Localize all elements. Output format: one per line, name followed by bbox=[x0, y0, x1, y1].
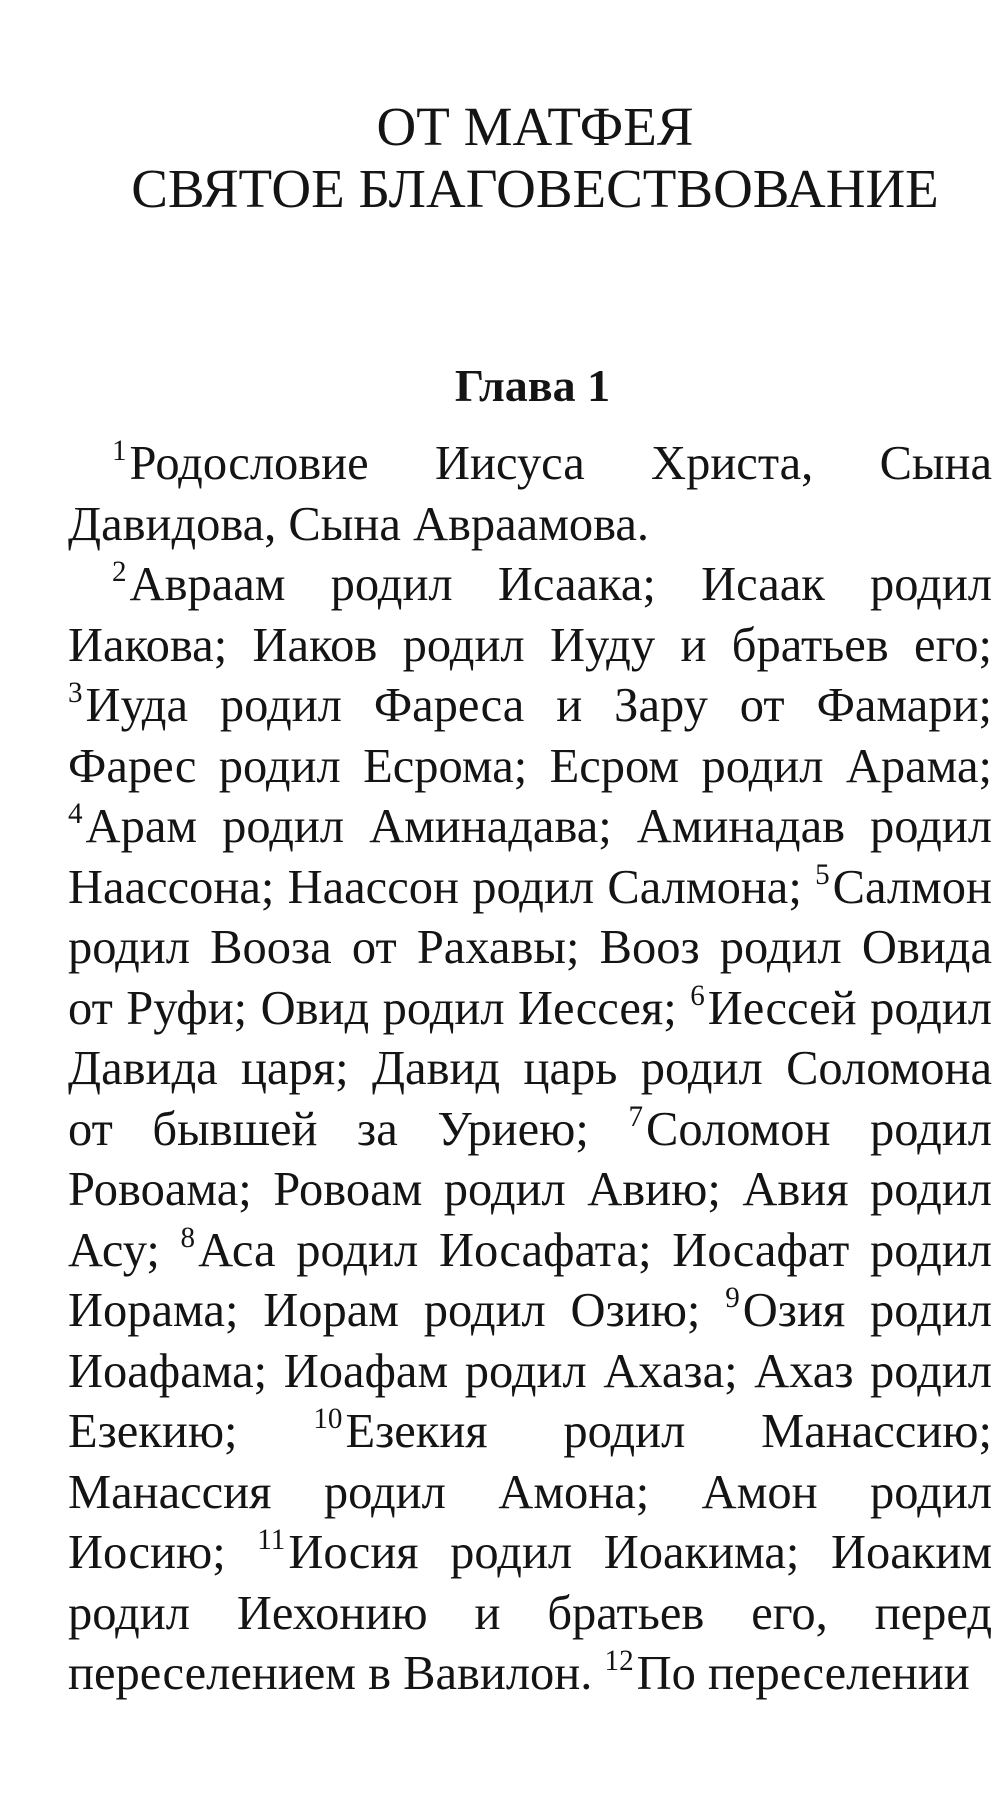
verse-number: 6 bbox=[690, 979, 705, 1012]
book-title-line-2: СВЯТОЕ БЛАГОВЕСТВОВАНИЕ bbox=[131, 158, 939, 219]
verse-text: Иосия родил Иоакима; Иоаким родил Иехонию и братьев его, перед переселением в Вавилон. bbox=[68, 1526, 993, 1700]
verse-number: 12 bbox=[604, 1645, 634, 1678]
verse-text: Озия родил Иоафама; Иоафам родил Ахаза; Ахаз родил Езекию; bbox=[68, 1284, 992, 1458]
verse-number: 3 bbox=[68, 677, 83, 710]
verse-text: Арам родил Аминадава; Аминадав родил Наассона; Наассон родил Салмона; bbox=[68, 800, 992, 914]
verse-number: 2 bbox=[112, 556, 127, 589]
book-title bbox=[0, 96, 1000, 220]
verse-number: 4 bbox=[68, 798, 83, 831]
chapter-text bbox=[68, 434, 992, 1705]
paragraph-1 bbox=[68, 434, 992, 555]
verse-number: 8 bbox=[180, 1221, 196, 1254]
verse-number: 1 bbox=[112, 435, 127, 468]
verse-text: Аса родил Иосафата; Иосафат родил Иорама; Иорам родил Озию; bbox=[68, 1223, 992, 1337]
verse-text: Езекия родил Манассию; Манассия родил Амона; Амон родил Иосию; bbox=[68, 1405, 992, 1579]
verse-number: 9 bbox=[725, 1282, 740, 1315]
verse-text: По переселении bbox=[636, 1647, 970, 1700]
verse-text: Салмон родил Вооза от Рахавы; Вооз родил Овида от Руфи; Овид родил Иессея; bbox=[68, 860, 993, 1035]
verse-text: Соломон родил Ровоама; Ровоам родил Авию; Авия родил Асу; bbox=[68, 1102, 992, 1277]
verse-number: 5 bbox=[815, 858, 830, 891]
verse-number: 10 bbox=[313, 1403, 343, 1436]
verse-number: 11 bbox=[257, 1524, 286, 1557]
verse-text: Иессей родил Давида царя; Давид царь родил Соломона от бывшей за Уриею; bbox=[68, 981, 993, 1156]
verse-text: Родословие Иисуса Христа, Сына Давидова, Сына Авраамова. bbox=[68, 437, 992, 551]
book-title-line-1: ОТ МАТФЕЯ bbox=[376, 96, 694, 157]
verse-text: Иуда родил Фареса и Зару от Фамари; Фарес родил Есрома; Есром родил Арама; bbox=[68, 679, 992, 793]
verse-number: 7 bbox=[628, 1100, 644, 1133]
chapter-heading: Глава 1 bbox=[454, 360, 611, 411]
verse-text: Авраам родил Исаака; Исаак родил Иакова; Иаков родил Иуду и братьев его; bbox=[68, 558, 992, 672]
paragraph-2 bbox=[68, 555, 992, 1705]
